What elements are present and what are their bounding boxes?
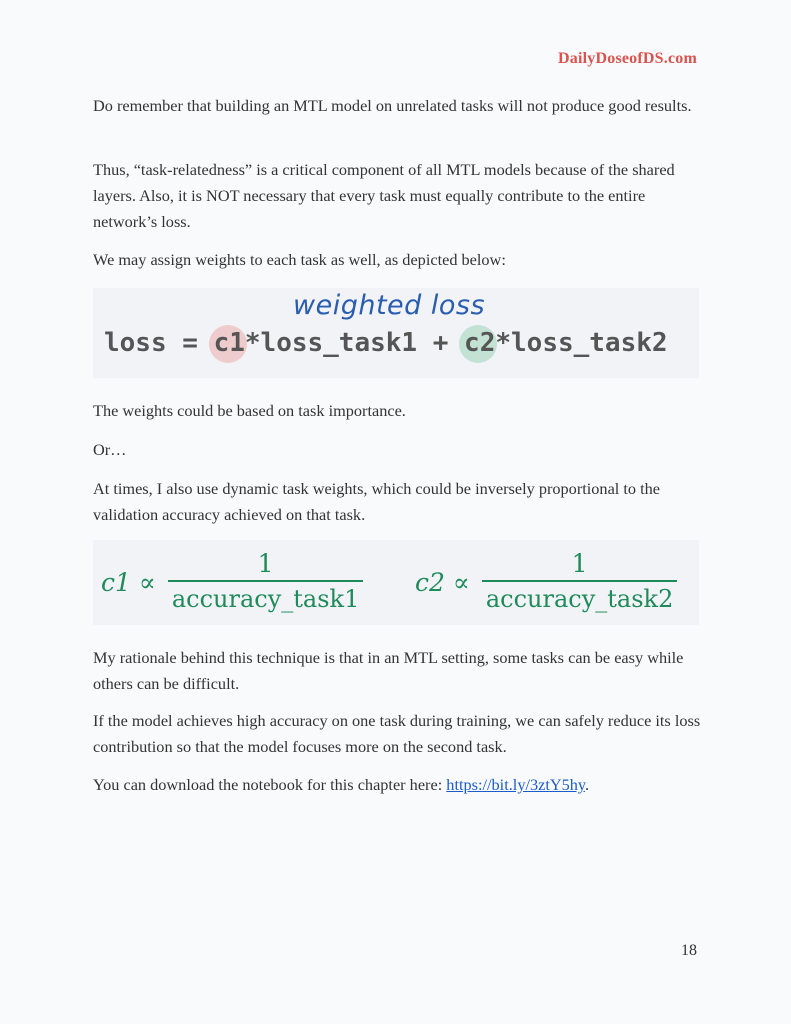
loss-equation-end: *loss_task2 xyxy=(495,328,668,358)
weighted-loss-annotation: weighted loss xyxy=(293,290,486,321)
proportional-symbol: ∝ xyxy=(138,567,156,597)
c1-highlight xyxy=(214,328,245,358)
paragraph-unrelated-tasks: Do remember that building an MTL model on unrelated tasks will not produce good results. xyxy=(93,96,692,115)
paragraph-task-relatedness: Thus, “task-relatedness” is a critical component of all MTL models because of the shared layers. Also, it is NOT necessary that every task must equally contribute to the entire network’s loss. xyxy=(93,160,675,231)
proportional-symbol: ∝ xyxy=(452,567,470,597)
brand-header: DailyDoseofDS.com xyxy=(558,50,697,67)
page-number: 18 xyxy=(681,942,697,959)
weighted-loss-figure xyxy=(93,288,699,378)
loss-equation-lhs: loss = xyxy=(104,328,214,358)
formula-c2-fraction xyxy=(482,548,678,616)
c2-term: c2 xyxy=(464,328,496,358)
c2-highlight xyxy=(464,328,495,358)
paragraph-task-importance: The weights could be based on task importance. xyxy=(93,401,406,420)
formula-c2-lhs: c2 xyxy=(415,567,445,597)
loss-equation-mid: *loss_task1 + xyxy=(244,328,465,358)
formula-c1-fraction xyxy=(168,548,364,616)
notebook-text: You can download the notebook for this chapter here: xyxy=(93,775,447,794)
formula-c2-numerator: 1 xyxy=(571,549,588,578)
paragraph-notebook-download xyxy=(93,772,703,798)
formula-c2 xyxy=(415,548,677,616)
paragraph-assign-weights: We may assign weights to each task as well, as depicted below: xyxy=(93,250,506,269)
paragraph-rationale: My rationale behind this technique is that in an MTL setting, some tasks can be easy while others can be difficult. xyxy=(93,648,684,693)
notebook-link[interactable]: https://bit.ly/3ztY5hy xyxy=(446,775,585,794)
dynamic-weights-formula xyxy=(93,540,699,625)
c1-term: c1 xyxy=(213,328,245,358)
formula-c1-lhs: c1 xyxy=(101,567,131,597)
formula-c1-numerator: 1 xyxy=(257,549,274,578)
formula-c2-denominator: accuracy_task2 xyxy=(485,585,674,613)
loss-equation xyxy=(104,328,668,358)
paragraph-dynamic-weights: At times, I also use dynamic task weights, which could be inversely proportional to the validation accuracy achieved on that task. xyxy=(93,479,661,524)
paragraph-or: Or… xyxy=(93,440,127,459)
formula-c1-denominator: accuracy_task1 xyxy=(171,585,360,613)
formula-c1 xyxy=(101,548,363,616)
paragraph-high-accuracy: If the model achieves high accuracy on one task during training, we can safely reduce its loss contribution so that the model focuses more on the second task. xyxy=(93,711,701,756)
notebook-period: . xyxy=(585,775,590,794)
